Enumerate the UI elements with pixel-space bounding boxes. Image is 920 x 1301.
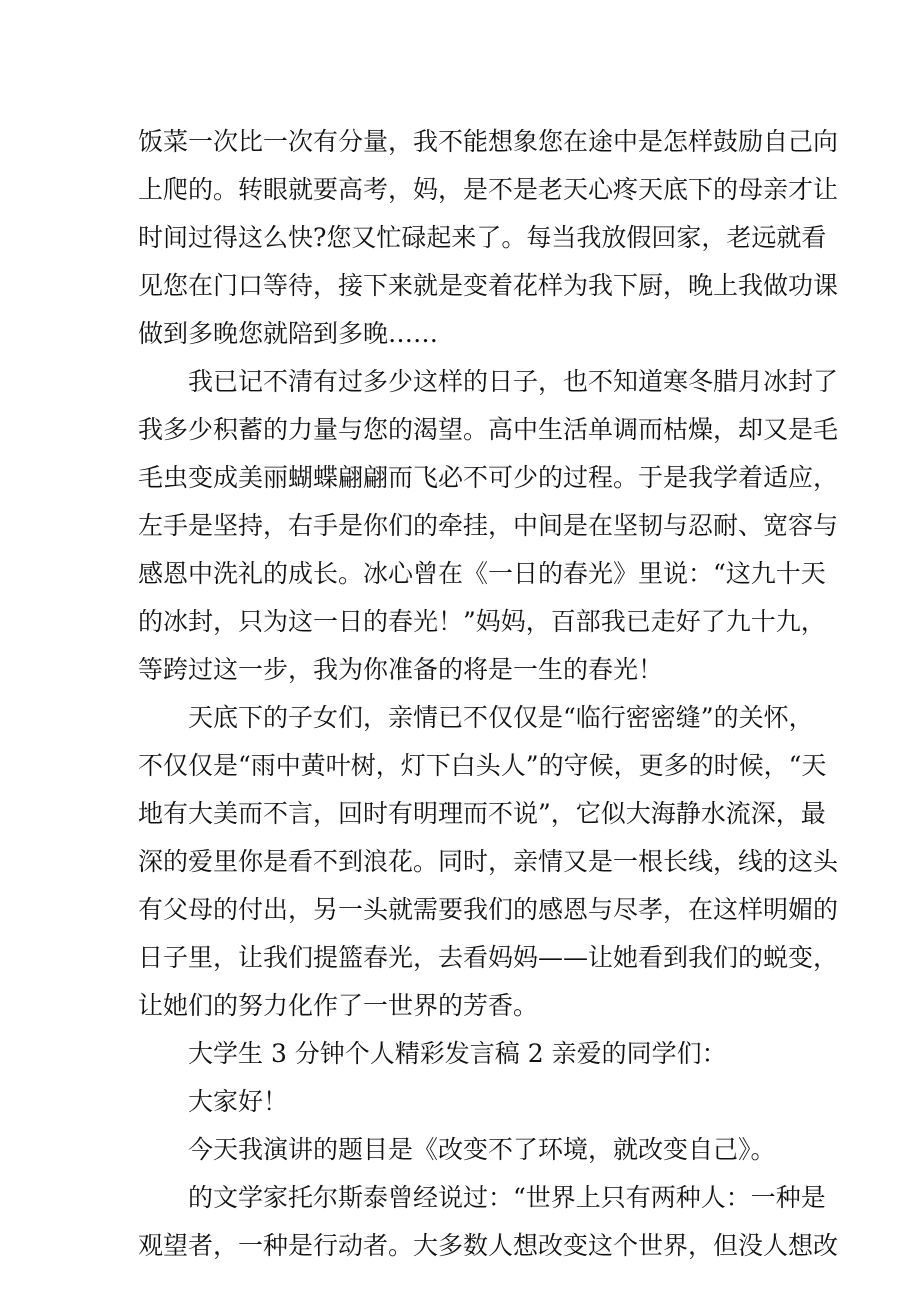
text-line: 见您在门口等待，接下来就是变着花样为我下厨，晚上我做功课 xyxy=(138,271,839,300)
speech-title-paragraph xyxy=(138,1030,798,1078)
text-line: 我已记不清有过多少这样的日子，也不知道寒冬腊月冰封了 xyxy=(188,367,839,396)
text-line: 日子里，让我们提篮春光，去看妈妈——让她看到我们的蜕变， xyxy=(138,943,839,972)
text-line: 时间过得这么快?您又忙碌起来了。每当我放假回家，老远就看 xyxy=(138,223,827,252)
text-line: 饭菜一次比一次有分量，我不能想象您在途中是怎样鼓励自己向 xyxy=(138,127,839,156)
text-line: 深的爱里你是看不到浪花。同时，亲情又是一根长线，线的这头 xyxy=(138,847,839,876)
text-line: 天底下的子女们，亲情已不仅仅是“临行密密缝”的关怀， xyxy=(188,703,814,732)
text-line: 今天我演讲的题目是《改变不了环境，就改变自己》。 xyxy=(188,1135,776,1164)
greeting-paragraph xyxy=(138,1078,798,1126)
text-line: 感恩中洗礼的成长。冰心曾在《一日的春光》里说：“这九十天 xyxy=(138,559,826,588)
text-line: 观望者，一种是行动者。大多数人想改变这个世界，但没人想改 xyxy=(138,1231,839,1260)
text-line: 地有大美而不言，回时有明理而不说”，它似大海静水流深，最 xyxy=(138,799,826,828)
text-line: 等跨过这一步，我为你准备的将是一生的春光！ xyxy=(138,655,664,684)
text-line: 毛虫变成美丽蝴蝶翩翩而飞必不可少的过程。于是我学着适应， xyxy=(138,463,839,492)
paragraph xyxy=(138,118,839,358)
topic-paragraph xyxy=(138,1126,798,1174)
paragraph xyxy=(138,358,839,694)
text-line: 让她们的努力化作了一世界的芳香。 xyxy=(138,991,539,1020)
text-line: 的文学家托尔斯泰曾经说过：“世界上只有两种人：一种是 xyxy=(188,1183,826,1212)
paragraph xyxy=(138,694,839,1030)
paragraph xyxy=(138,1174,839,1270)
text-line: 做到多晚您就陪到多晚…… xyxy=(138,319,439,348)
text-line: 左手是坚持，右手是你们的牵挂，中间是在坚韧与忍耐、宽容与 xyxy=(138,511,839,540)
text-line: 大家好！ xyxy=(188,1087,289,1116)
text-line: 有父母的付出，另一头就需要我们的感恩与尽孝，在这样明媚的 xyxy=(138,895,839,924)
text-line: 我多少积蓄的力量与您的渴望。高中生活单调而枯燥，却又是毛 xyxy=(138,415,839,444)
document-body xyxy=(138,118,839,1270)
text-line: 上爬的。转眼就要高考，妈，是不是老天心疼天底下的母亲才让 xyxy=(138,175,839,204)
text-line: 大学生 3 分钟个人精彩发言稿 2 亲爱的同学们： xyxy=(188,1039,727,1068)
text-line: 不仅仅是“雨中黄叶树，灯下白头人”的守候，更多的时候，“天 xyxy=(138,751,827,780)
text-line: 的冰封，只为这一日的春光！”妈妈，百部我已走好了九十九， xyxy=(138,607,826,636)
